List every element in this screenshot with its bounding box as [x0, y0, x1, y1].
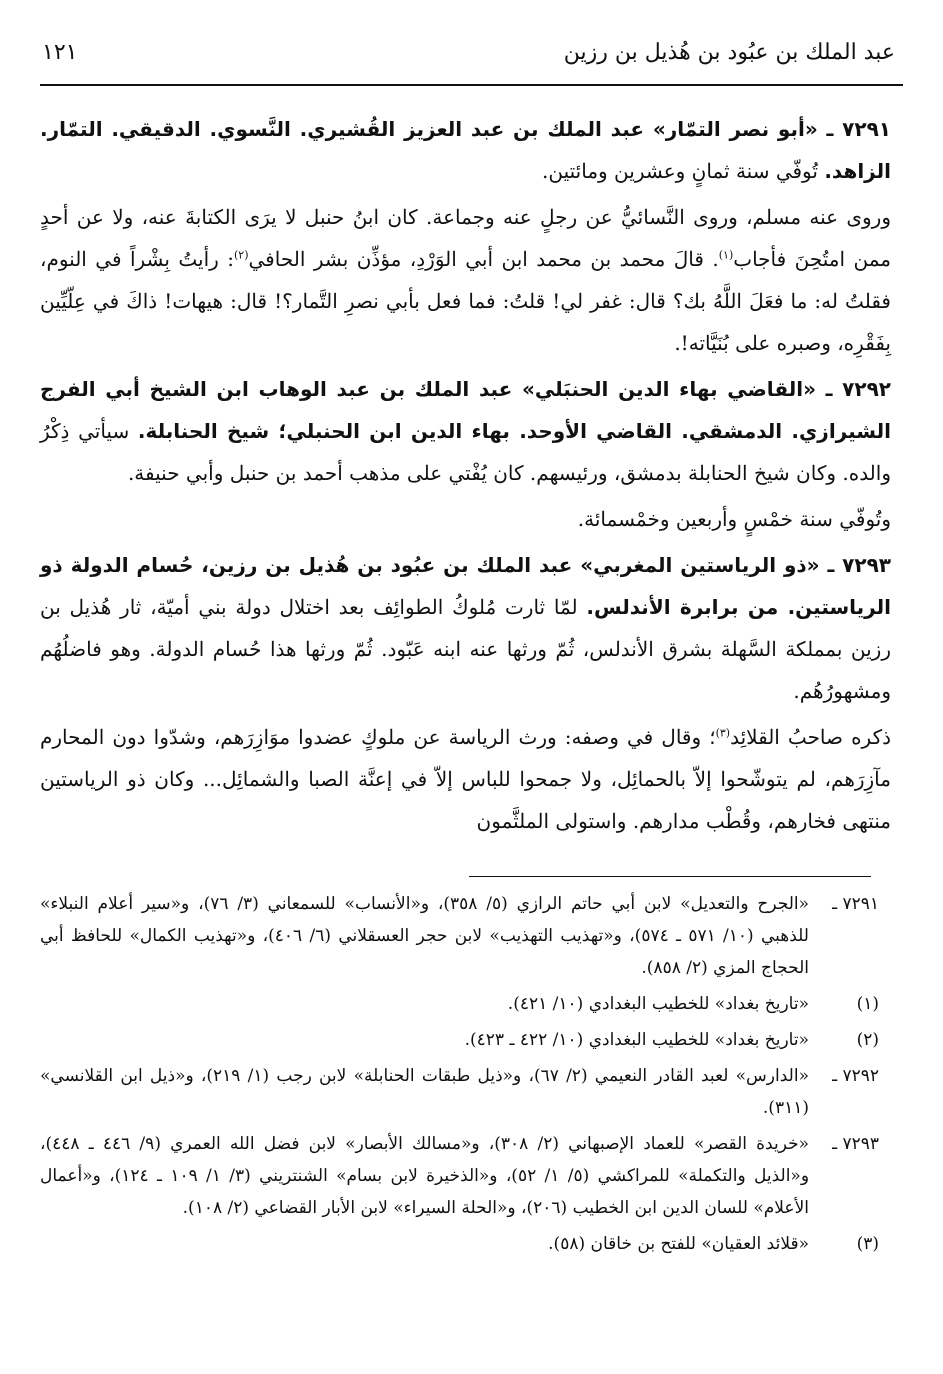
footnote-text: «خريدة القصر» للعماد الإصبهاني (٢/ ٣٠٨)، و«مسالك الأبصار» لابن فضل الله العمري (٩/ ٤٤٦ ـ ٤٤٨)، و«الذيل والتكملة» للمراكشي (٥/ ١/ ٥٢)، و«الذخيرة لابن بسام» الشنتريني (٣/ ١/ ١٠٩ ـ ١٢٤)، و«أعمال الأعلام» للسان الدين ابن الخطيب (٢٠٦)، و«الحلة السيراء» لابن الأبار القضاعي (٢/ ١٠٨). — [40, 1134, 810, 1218]
entry-7293-heading — [40, 544, 891, 712]
entry-7292-body — [40, 498, 891, 540]
body-text: . قالَ محمد بن محمد ابن أبي الوَرْدِ، مؤذِّن بشر الحافي — [248, 247, 719, 271]
page-header — [40, 38, 903, 86]
entry-title: «أبو نصر التمّار» عبد الملك بن عبد العزيز القُشيري. النَّسوي. الدقيقي. التمّار. الزاهد. — [40, 117, 891, 183]
entry-title: «ذو الرياستين المغربي» عبد الملك بن عبُود بن هُذيل بن رزين، حُسام الدولة ذو الرياستين. من برابرة الأندلس. — [40, 553, 891, 619]
footnote-label: ٧٢٩١ ـ — [832, 894, 879, 914]
footnote — [40, 1060, 879, 1124]
entry-7293-body — [40, 716, 891, 842]
entry-title: «القاضي بهاء الدين الحنبَلي» عبد الملك بن عبد الوهاب ابن الشيخ أبي الفرج الشيرازي. الدمشقي. القاضي الأوحد. بهاء الدين ابن الحنبلي؛ شيخ الحنابلة. — [40, 377, 891, 443]
footnote-separator — [469, 876, 871, 877]
footnote — [40, 888, 879, 984]
footnote-text: «الجرح والتعديل» لابن أبي حاتم الرازي (٥/ ٣٥٨)، و«الأنساب» للسمعاني (٣/ ٧٦)، و«سير أعلام النبلاء» للذهبي (١٠/ ٥٧١ ـ ٥٧٤)، و«تهذيب التهذيب» لابن حجر العسقلاني (٦/ ٤٠٦)، و«تهذيب الكمال» للحافظ أبي الحجاج المزي (٢/ ٨٥٨). — [40, 894, 809, 978]
page-number: ١٢١ — [42, 40, 78, 65]
footnote-text: «الدارس» لعبد القادر النعيمي (٢/ ٦٧)، و«ذيل طبقات الحنابلة» لابن رجب (١/ ٢١٩)، و«ذيل ابن القلانسي» (٣١١). — [40, 1066, 809, 1118]
entry-intro: تُوفّي سنة ثمانٍ وعشرين ومائتين. — [542, 159, 818, 183]
footnote-label: ٧٢٩٣ ـ — [832, 1134, 879, 1154]
entry-intro: لمّا ثارت مُلوكُ الطوائِف بعد اختلال دولة بني أميّة، ثار هُذيل بن رزين بمملكة السَّهلة بشرق الأندلس، ثُمّ ورثها عنه ابنه عَبّود. ثُمّ ورثها هذا حُسام الدولة. وهو فاضلُهُم ومشهورُهُم. — [40, 595, 891, 703]
footnote-text: «تاريخ بغداد» للخطيب البغدادي (١٠/ ٤٢٢ ـ ٤٢٣). — [464, 1030, 809, 1050]
footnote-label: ٧٢٩٢ ـ — [832, 1066, 879, 1086]
footnote-label: (٣) — [856, 1234, 879, 1254]
footnote-label: (٢) — [856, 1030, 879, 1050]
entry-7291-heading — [40, 108, 891, 192]
body-text: وروى عنه مسلم، وروى النَّسائيُّ عن رجلٍ عنه وجماعة. كان ابنُ حنبل لا يرَى الكتابةَ عنه، ولا عن أحدٍ ممن امتُحِنَ فأجاب — [40, 205, 891, 271]
body-text: وتُوفّي سنة خمْسٍ وأربعين وخمْسمائة. — [577, 507, 891, 531]
footnote — [40, 1228, 879, 1260]
footnote — [40, 988, 879, 1020]
body-text: : رأيتُ بِشْراً في النوم، فقلتُ له: ما فعَلَ اللَّهُ بك؟ قال: غفر لي! قلتُ: فما فعل بأبي نصرِ التَّمار؟! قال: هيهات! ذاكَ في عِلّيِّين بِفَقْرِه، وصبره على بُنَيَّاته!. — [40, 247, 891, 355]
footnotes — [40, 888, 879, 1264]
entry-7292-heading — [40, 368, 891, 494]
footnote-ref: (٣) — [715, 726, 731, 740]
footnote — [40, 1128, 879, 1224]
entry-number: ٧٢٩٣ ـ — [827, 553, 891, 577]
footnote-ref: (١) — [718, 248, 734, 262]
footnote-label: (١) — [856, 994, 879, 1014]
entry-number: ٧٢٩١ ـ — [826, 117, 891, 141]
footnote-text: «قلائد العقيان» للفتح بن خاقان (٥٨). — [548, 1234, 809, 1254]
footnote-text: «تاريخ بغداد» للخطيب البغدادي (١٠/ ٤٢١). — [507, 994, 809, 1014]
footnote — [40, 1024, 879, 1056]
entry-number: ٧٢٩٢ ـ — [825, 377, 891, 401]
entry-intro: سيأتي ذِكْرُ والده. وكان شيخ الحنابلة بدمشق، ورئيسهم. كان يُفْتي على مذهب أحمد بن حنبل وأبي حنيفة. — [40, 419, 891, 485]
footnote-ref: (٢) — [234, 248, 249, 262]
body-text: ؛ وقال في وصفه: ورث الرياسة عن ملوكٍ عضدوا موَازِرَهم، وشدّوا دون المحارم مآزِرَهم، لم يتوشّحوا إلاّ بالحمائِل، ولا جمحوا للباس إلاّ في إعنَّة الصبا والشمائِل... وكان ذو الرياستين منتهى فخارهم، وقُطْب مدارهم. واستولى الملثَّمون — [40, 725, 891, 833]
running-title: عبد الملك بن عبُود بن هُذيل بن رزين — [563, 40, 895, 65]
body-text: ذكره صاحبُ القلائِد — [730, 725, 892, 749]
main-text — [40, 108, 891, 846]
entry-7291-body — [40, 196, 891, 364]
